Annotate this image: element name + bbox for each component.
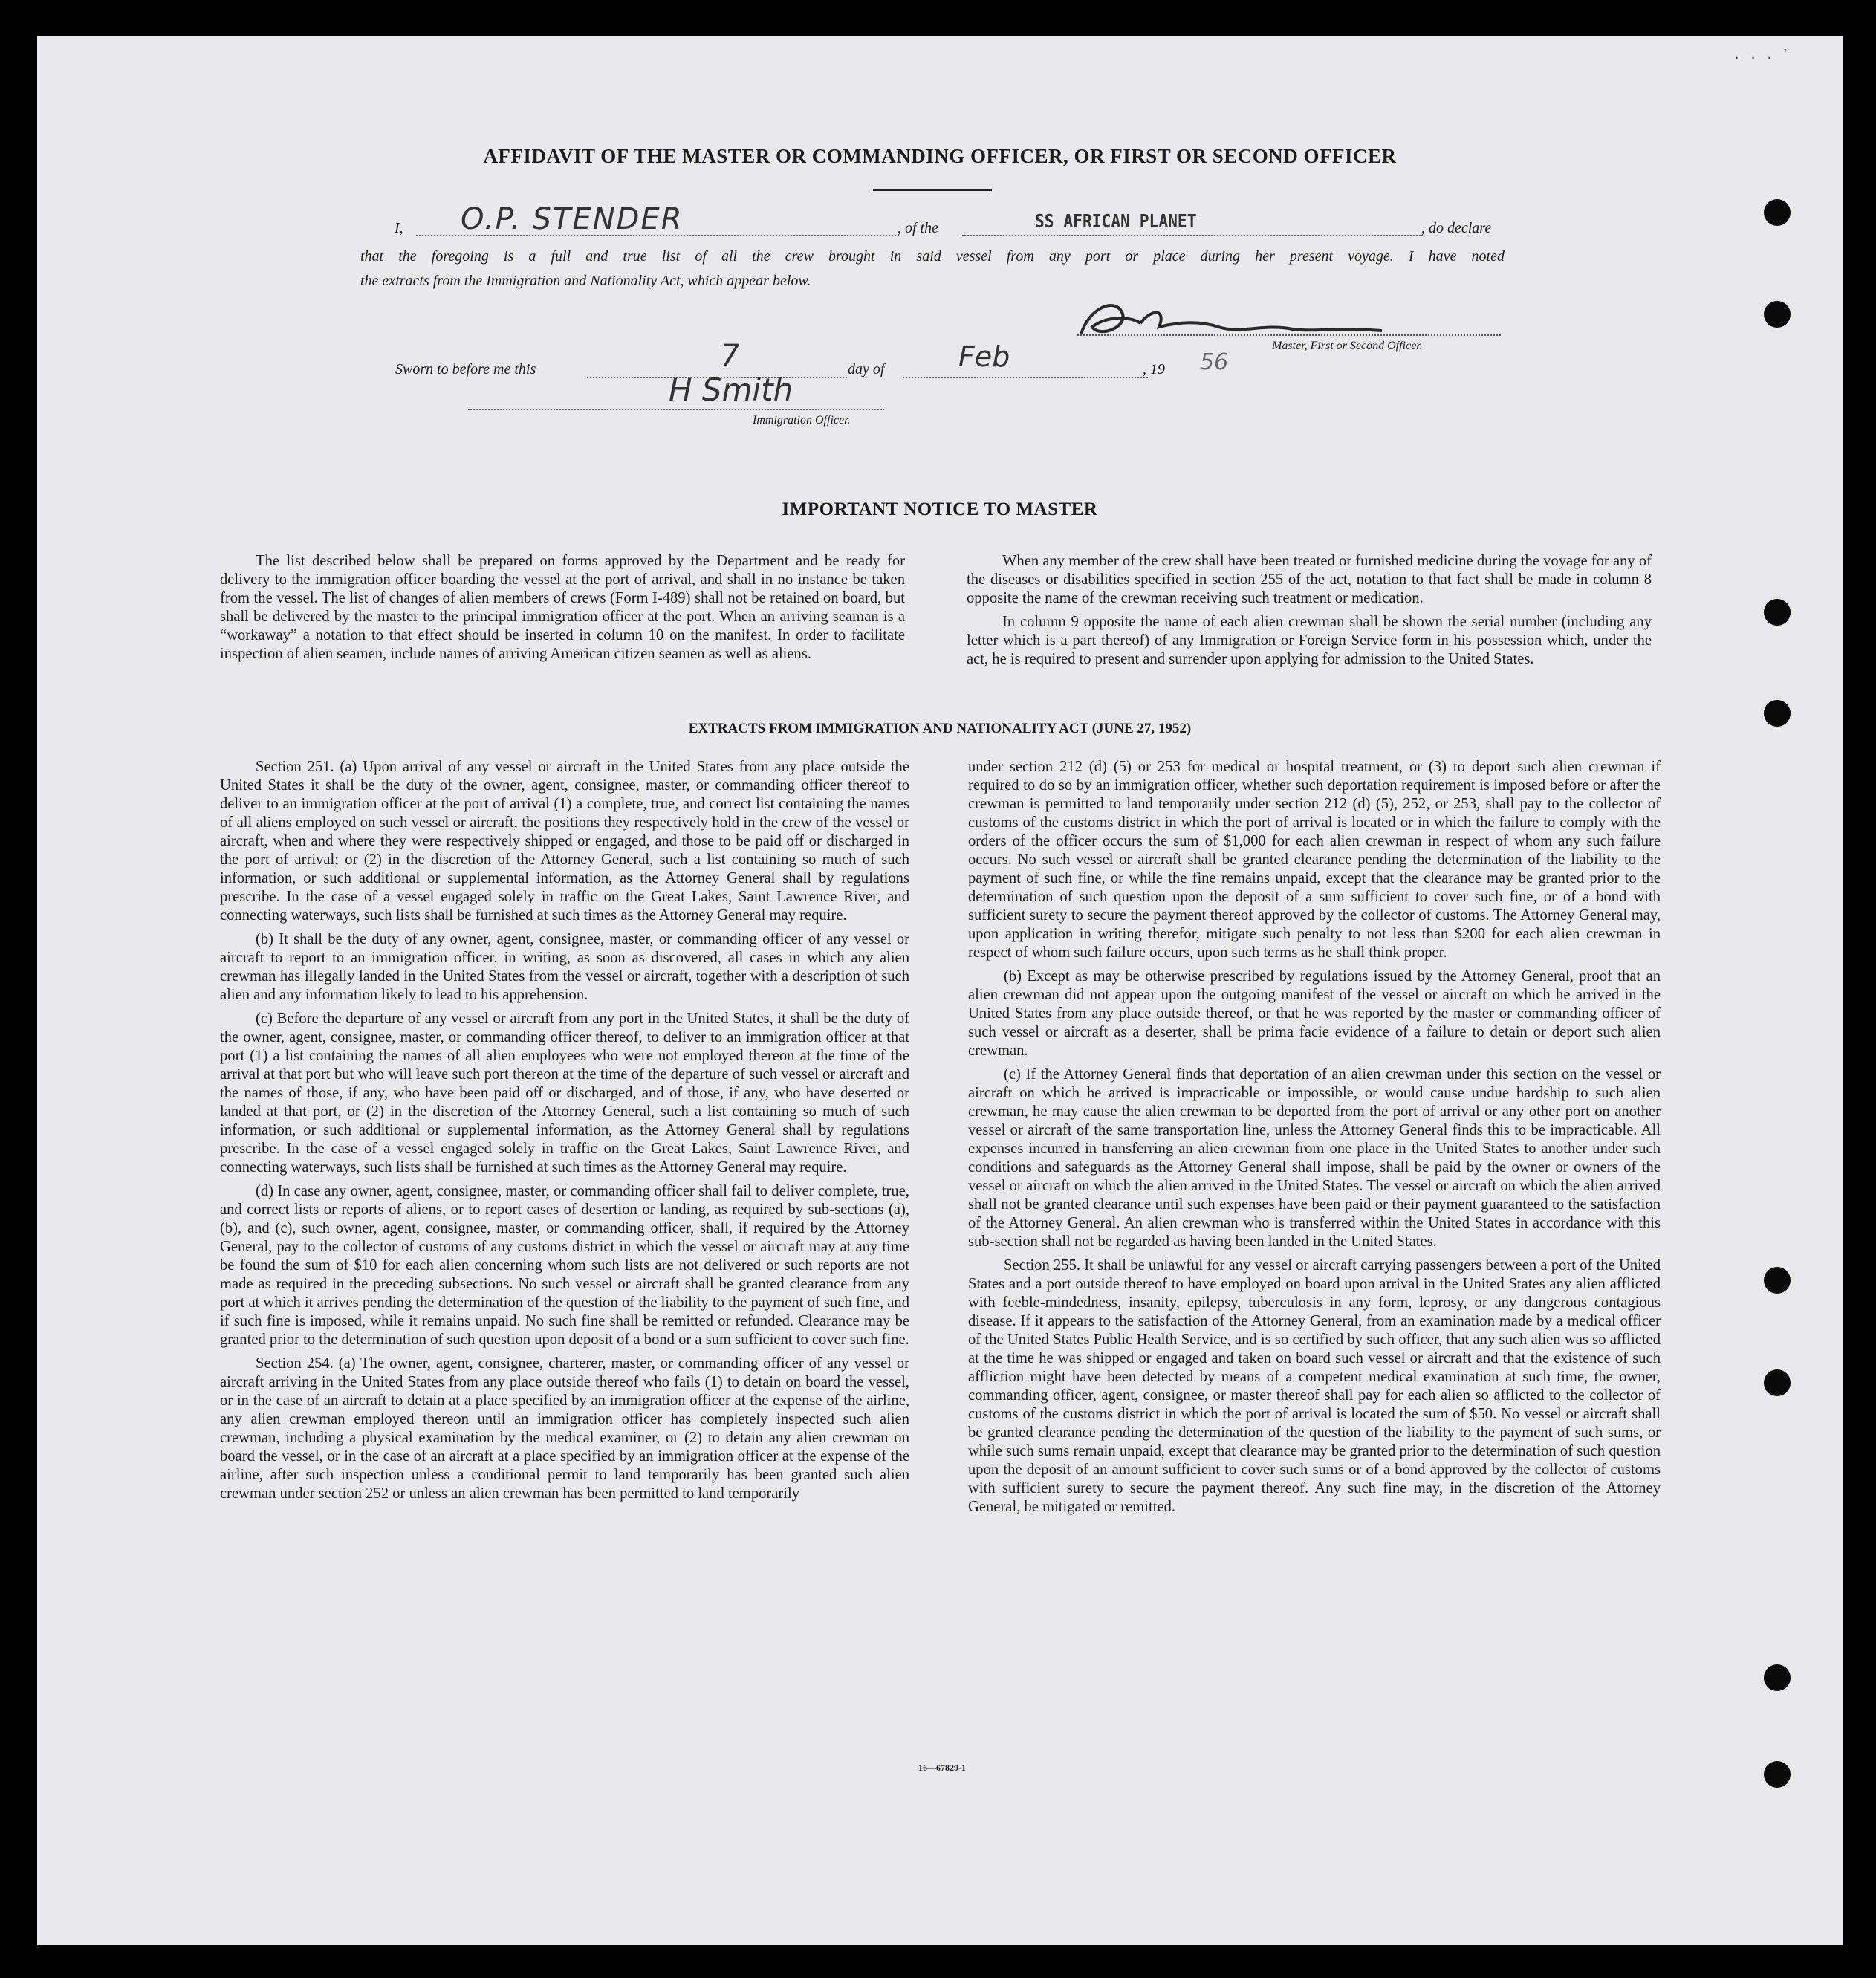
master-signature [1070, 294, 1397, 346]
master-signature-line [1077, 327, 1501, 336]
notice-right-column [967, 552, 1652, 674]
month-field-line [903, 357, 1148, 378]
notice-right-paragraph-2: In column 9 opposite the name of each alien crewman shall be shown the serial number (including any letter which is a part thereof) of any Immigration or Foreign Service form in his possession which, under the act, he is required to present and surrender upon applying for admission to the United States. [967, 614, 1652, 667]
label-do-declare: , do declare [1421, 220, 1492, 236]
notice-left-column [220, 552, 905, 669]
declarant-name: O.P. STENDER [461, 202, 684, 236]
extracts-title: EXTRACTS FROM IMMIGRATION AND NATIONALITY ACT (JUNE 27, 1952) [688, 721, 1192, 736]
extracts-right-column [968, 758, 1661, 1522]
binder-hole [1764, 301, 1791, 328]
corner-marks: . . . ' [1735, 46, 1791, 62]
day-of-label: day of [848, 361, 885, 377]
notice-right-paragraph-1: When any member of the crew shall have been treated or furnished medicine during the voyage for any of the diseases or disabilities specified in section 255 of the act, notation to that fact shall be made in column 8 opposite the name of the crewman receiving such treatment or medication. [967, 553, 1652, 606]
notice-left-paragraph: The list described below shall be prepared on forms approved by the Department and be ready for delivery to the immigration officer boarding the vessel at the port of arrival, and shall in no instance be taken from the vessel. The list of changes of alien members of crews (Form I-489) shall not be retained on board, but shall be delivered by the master to the principal immigration officer at the port. When an arriving seaman is a “workaway” a notation to that effect should be inserted in column 10 on the manifest. In order to facilitate inspection of alien seamen, include names of arriving American citizen seamen as well as aliens. [220, 553, 905, 662]
declaration-line-1: that the foregoing is a full and true list of all the crew brought in said vessel from any port or place during her present voyage. I have noted [360, 248, 1505, 265]
form-number: 16—67829-1 [918, 1763, 966, 1773]
binder-hole [1764, 199, 1791, 226]
year-prefix: , 19 [1143, 361, 1165, 377]
sworn-label: Sworn to before me this [395, 361, 536, 377]
extract-paragraph: under section 212 (d) (5) or 253 for medical or hospital treatment, or (3) to deport such alien crewman if required to do so by an immigration officer, whether such deportation requirement is imposed before or after the crewman is permitted to land temporarily under section 212 (d) (5), 252, or 253, shall pay to the collector of customs of the customs district in which the port of arrival is located or in which the failure to comply with the orders of the officer occurs the sum of $1,000 for each alien crewman in respect of whom any such failure occurs. No such vessel or aircraft shall be granted clearance pending the determination of the liability to the payment of such fine, or while the fine remains unpaid, except that the clearance may be granted prior to the determination of such question upon the deposit of a sum sufficient to cover such fine, or of a bond with sufficient surety to secure the payment thereof approved by the collector of customs. The Attorney General may, upon application in writing therefor, mitigate such penalty to not less than $200 for each alien crewman in respect of whom such failure occurs, upon such terms as he shall think proper. [968, 759, 1661, 961]
officer-signature-line [468, 401, 884, 410]
binder-hole [1764, 1761, 1791, 1788]
label-i: I, [395, 220, 403, 236]
year-suffix: 56 [1200, 349, 1229, 375]
officer-caption: Immigration Officer. [753, 414, 851, 427]
notice-title: IMPORTANT NOTICE TO MASTER [782, 499, 1098, 519]
affidavit-title: AFFIDAVIT OF THE MASTER OR COMMANDING OFFICER, OR FIRST OR SECOND OFFICER [483, 145, 1397, 167]
extract-paragraph: (c) If the Attorney General finds that deportation of an alien crewman under this section on the vessel or aircraft on which he arrived is impracticable or impossible, or would cause undue hardship to such alien crewman, he may cause the alien crewman to be deported from the port of arrival or any other port on another vessel or aircraft of the same transportation line, unless the Attorney General finds this to be impracticable. All expenses incurred in transferring an alien crewman from one place in the United States to another under such conditions and safeguards as the Attorney General shall impose, shall be paid by the owner or owners of the vessel or aircraft on which the alien arrived in the United States. The vessel or aircraft on which the alien arrived shall not be granted clearance until such expenses have been paid or their payment guaranteed to the satisfaction of the Attorney General. An alien crewman who is transferred within the United States in accordance with this sub-section shall not be regarded as having been landed in the United States. [968, 1066, 1661, 1250]
extract-paragraph: Section 251. (a) Upon arrival of any vessel or aircraft in the United States from any place outside the United States it shall be the duty of the owner, agent, consignee, master, or commanding officer thereof to deliver to an immigration officer at the port of arrival (1) a complete, true, and correct list containing the names of all aliens employed on such vessel or aircraft, the positions they respectively hold in the crew of the vessel or aircraft, when and where they were respectively shipped or engaged, and those to be paid off or discharged in the port of arrival; or (2) in the discretion of the Attorney General, such a list containing so much of such information, or such additional or supplemental information, as the Attorney General shall by regulations prescribe. In the case of a vessel engaged solely in traffic on the Great Lakes, Saint Lawrence River, and connecting waterways, such lists shall be furnished at such times as the Attorney General may require. [220, 759, 909, 924]
extract-paragraph: Section 255. It shall be unlawful for any vessel or aircraft carrying passengers between a port of the United States and a port outside thereof to have employed on board upon arrival in the United States any alien afflicted with feeble-mindedness, insanity, epilepsy, tuberculosis in any form, leprosy, or any dangerous contagious disease. If it appears to the satisfaction of the Attorney General, from an examination made by a medical officer of the United States Public Health Service, and is so certified by such officer, that any such alien was so afflicted at the time he was shipped or engaged and taken on board such vessel or aircraft and that the existence of such affliction might have been detected by means of a competent medical examination at such time, the owner, commanding officer, agent, consignee, or master thereof shall pay for each alien so afflicted to the collector of customs of the customs district in which the port of arrival is located the sum of $50. No vessel or aircraft shall be granted clearance pending the determination of the question of the liability to the payment of such sums, or while such sums remain unpaid, except that clearance may be granted prior to the determination of such question upon the deposit of an amount sufficient to cover such sums or of a bond approved by the collector of customs with sufficient surety to secure the payment thereof. Any such fine may, in the discretion of the Attorney General, be mitigated or remitted. [968, 1257, 1661, 1515]
extract-paragraph: (d) In case any owner, agent, consignee, master, or commanding officer shall fail to deliver complete, true, and correct lists or reports of aliens, or to report cases of desertion or landing, as required by sub-sections (a), (b), and (c), such owner, agent, consignee, master, or commanding officer, shall, if required by the Attorney General, pay to the collector of customs of any customs district in which the vessel or aircraft may at any time be found the sum of $10 for each alien concerning whom such lists are not delivered or such reports are not made as required in the preceding subsections. No such vessel or aircraft shall be granted clearance from any port at which it arrives pending the determination of the question of the liability to the payment of such fine, and if such fine is imposed, while it remains unpaid. No such fine shall be remitted or refunded. Clearance may be granted prior to the determination of such question upon deposit of a bond or a sum sufficient to cover such fine. [220, 1183, 909, 1348]
extract-paragraph: (b) It shall be the duty of any owner, agent, consignee, master, or commanding officer of any vessel or aircraft to report to an immigration officer, in writing, as soon as discovered, all cases in which any alien crewman has illegally landed in the United States from the vessel or aircraft, together with a description of such alien and any information likely to lead to his apprehension. [220, 931, 909, 1003]
binder-hole [1764, 1369, 1791, 1396]
sworn-month: Feb [958, 340, 1010, 373]
officer-signature: H Smith [669, 372, 793, 408]
binder-hole [1764, 1267, 1791, 1294]
label-of-the: , of the [898, 220, 938, 236]
master-signature-caption: Master, First or Second Officer. [1272, 340, 1423, 352]
sworn-day: 7 [721, 339, 740, 373]
extract-paragraph: (b) Except as may be otherwise prescribed by regulations issued by the Attorney General, proof that an alien crewman did not appear upon the outgoing manifest of the vessel or aircraft on which he arrived in the United States from any place outside thereof, or that he was reported by the master or commanding officer of such vessel or aircraft as a deserter, shall be prima facie evidence of a failure to detain or deport such alien crewman. [968, 968, 1661, 1059]
title-divider [873, 189, 992, 191]
extract-paragraph: (c) Before the departure of any vessel or aircraft from any port in the United States, it shall be the duty of the owner, agent, consignee, master, or commanding officer thereof, to deliver to an immigration officer at that port (1) a list containing the names of all alien employees who were not employed thereon at the time of the arrival at that port but who will leave such port thereon at the time of the departure of such vessel or aircraft and the names of those, if any, who have been paid off or discharged, and of those, if any, who have deserted or landed at that port, or (2) in the discretion of the Attorney General, such a list containing so much of such information, or such additional or supplemental information, as the Attorney General shall by regulations prescribe. In the case of a vessel engaged solely in traffic on the Great Lakes, Saint Lawrence River, and connecting waterways, such lists shall be furnished at such times as the Attorney General may require. [220, 1011, 909, 1176]
extract-paragraph: Section 254. (a) The owner, agent, consignee, charterer, master, or commanding officer of any vessel or aircraft arriving in the United States from any place outside thereof who fails (1) to detain on board the vessel, or in the case of an aircraft to detain at a place specified by an immigration officer at the expense of the airline, any alien crewman employed thereon until an immigration officer has completely inspected such alien crewman, including a physical examination by the medical examiner, or (2) to detain any alien crewman on board the vessel, or in the case of an aircraft at a place specified by an immigration officer at the expense of the airline, after such inspection unless a conditional permit to land temporarily has been granted such alien crewman under section 252 or unless an alien crewman has been permitted to land temporarily [220, 1355, 909, 1502]
declaration-line-2: the extracts from the Immigration and Nationality Act, which appear below. [360, 273, 811, 289]
vessel-name: SS AFRICAN PLANET [1035, 210, 1197, 232]
binder-hole [1764, 599, 1791, 626]
extracts-left-column [220, 758, 909, 1508]
binder-hole [1764, 1664, 1791, 1691]
